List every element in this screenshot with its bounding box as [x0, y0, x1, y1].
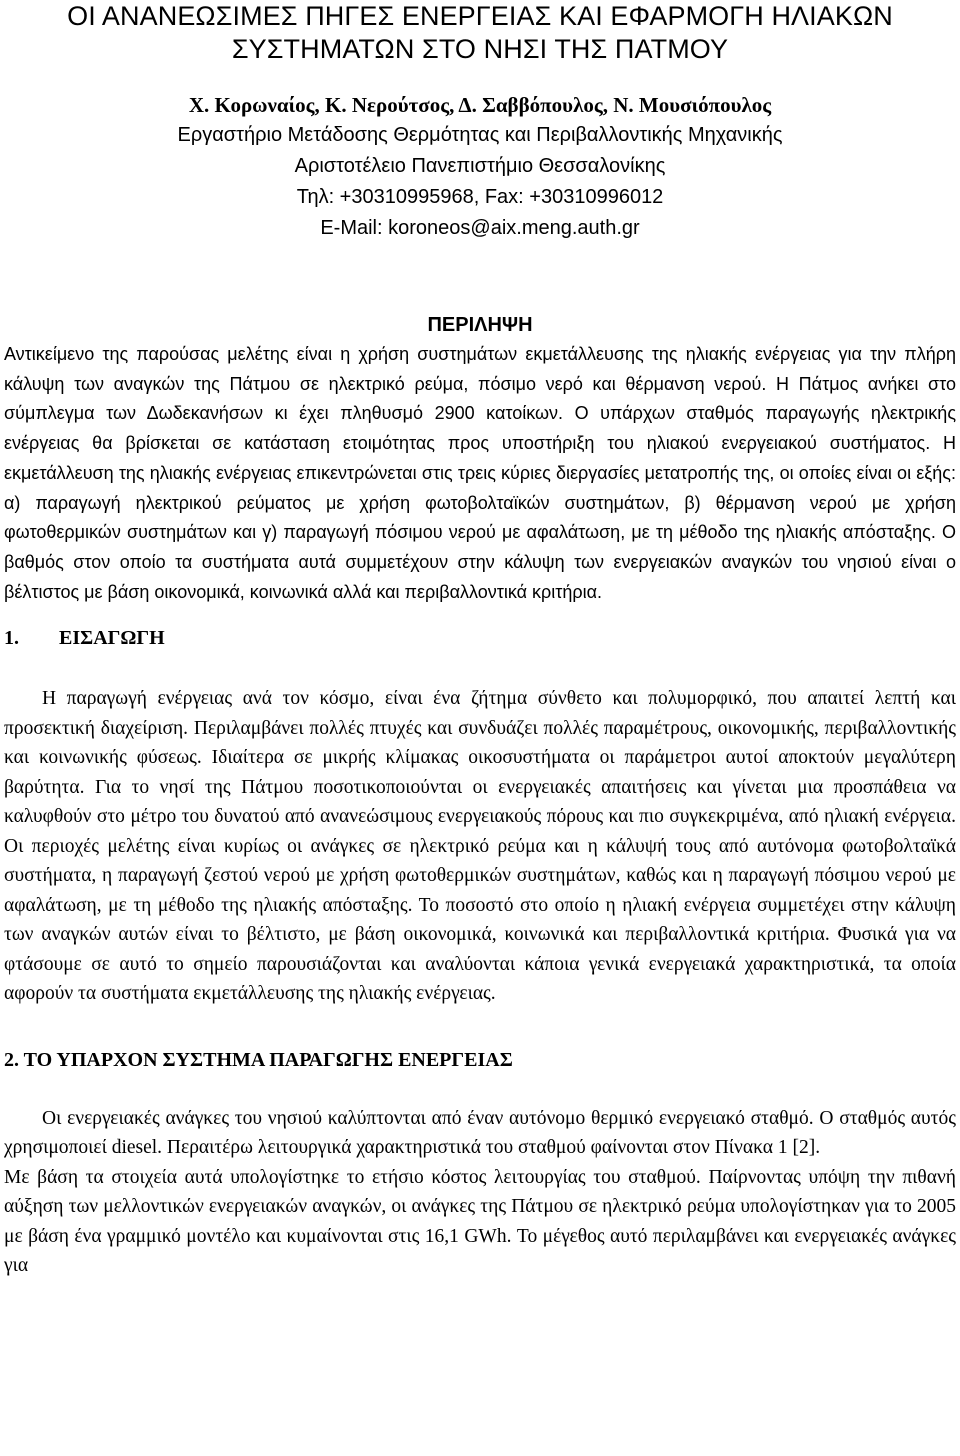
affiliation-lab: Εργαστήριο Μετάδοσης Θερμότητας και Περιβαλλοντικής Μηχανικής — [177, 124, 783, 146]
section-1-title: ΕΙΣΑΓΩΓΗ — [59, 627, 165, 650]
section-1-number: 1. — [4, 627, 19, 650]
author-list: Χ. Κορωναίος, Κ. Νερούτσος, Δ. Σαββόπουλος, Ν. Μουσιόπουλος — [188, 93, 772, 117]
section-1-paragraph: Η παραγωγή ενέργειας ανά τον κόσμο, είναι ένα ζήτημα σύνθετο και πολυμορφικό, που απαιτεί λεπτή και προσεκτική διαχείριση. Περιλαμβάνει πολλές πτυχές και συνδυάζει πολλές παραμέτρους, οικονομικής, περιβαλλοντικής και κοινωνικής φύσεως. Ιδιαίτερα σε μικρής κλίμακας οικοσυστήματα οι παράμετροι αυτοί αποκτούν μεγαλύτερη βαρύτητα. Για το νησί της Πάτμου ποσοτικοποιούνται οι ενεργειακές απαιτήσεις και γίνεται μια προσπάθεια να καλυφθούν στο μέτρο του δυνατού από ανανεώσιμους ενεργειακούς πόρους και πιο συγκεκριμένα, από ηλιακή ενέργεια. Οι περιοχές μελέτης είναι κυρίως οι ανάγκες σε ηλεκτρικό ρεύμα και η κάλυψή τους από αυτόνομα φωτοβολταϊκά συστήματα, η παραγωγή ζεστού νερού με χρήση φωτοθερμικών συστημάτων, καθώς και η παραγωγή πόσιμου νερού με αφαλάτωση, με τη μέθοδο της ηλιακής απόσταξης. Το ποσοστό στο οποίο η ηλιακή ενέργεια συμμετέχει στην κάλυψη των αναγκών αυτών είναι το βέλτιστο, με βάση οικονομικά, κοινωνικά και περιβαλλοντικά κριτήρια. Φυσικά για να φτάσουμε σε αυτό το σημείο παρουσιάζονται και αναλύονται κάποια γενικά ενεργειακά χαρακτηριστικά, τα οποία αφορούν τα συστήματα εκμετάλλευσης της ηλιακής ενέργειας. — [4, 688, 956, 1005]
abstract-heading: ΠΕΡΙΛΗΨΗ — [427, 314, 533, 336]
section-2-heading: 2. ΤΟ ΥΠΑΡΧΟΝ ΣΥΣΤΗΜΑ ΠΑΡΑΓΩΓΗΣ ΕΝΕΡΓΕΙΑΣ — [4, 1048, 513, 1071]
section-2-paragraph-1: Οι ενεργειακές ανάγκες του νησιού καλύπτονται από έναν αυτόνομο θερμικό ενεργειακό σταθμό. Ο σταθμός αυτός χρησιμοποιεί diesel. Περαιτέρω λειτουργικά χαρακτηριστικά του σταθμού φαίνονται στον Πίνακα 1 [2]. — [4, 1107, 956, 1159]
abstract-text: Αντικείμενο της παρούσας μελέτης είναι η χρήση συστημάτων εκμετάλλευσης της ηλιακής ενέργειας για την πλήρη κάλυψη των αναγκών της Πάτμου σε ηλεκτρικό ρεύμα, πόσιμο νερό και θέρμανση νερού. Η Πάτμος ανήκει στο σύμπλεγμα των Δωδεκανήσων κι έχει πληθυσμό 2900 κατοίκων. Ο υπάρχων σταθμός παραγωγής ηλεκτρικής ενέργειας θα βρίσκεται σε κατάσταση ετοιμότητας προς υποστήριξη του ηλιακού ενεργειακού συστήματος. Η εκμετάλλευση της ηλιακής ενέργειας επικεντρώνεται στις τρεις κύριες διεργασίες μετατροπής της, οι οποίες είναι οι εξής: α) παραγωγή ηλεκτρικού ρεύματος με χρήση φωτοβολταϊκών συστημάτων, β) θέρμανση νερού με χρήση φωτοθερμικών συστημάτων και γ) παραγωγή πόσιμου νερού με αφαλάτωση, με τη μέθοδο της ηλιακής απόσταξης. Ο βαθμός στον οποίο τα συστήματα αυτά συμμετέχουν στην κάλυψη των ενεργειακών αναγκών του νησιού είναι ο βέλτιστος με βάση οικονομικά, κοινωνικά αλλά και περιβαλλοντικά κριτήρια. — [4, 344, 956, 602]
contact-email: E-Mail: koroneos@aix.meng.auth.gr — [320, 217, 640, 239]
paper-title: ΟΙ ΑΝΑΝΕΩΣΙΜΕΣ ΠΗΓΕΣ ΕΝΕΡΓΕΙΑΣ ΚΑΙ ΕΦΑΡΜΟΓΗ ΗΛΙΑΚΩΝ ΣΥΣΤΗΜΑΤΩΝ ΣΤΟ ΝΗΣΙ ΤΗΣ ΠΑΤΜΟΥ — [67, 1, 893, 64]
section-2-paragraph-2: Με βάση τα στοιχεία αυτά υπολογίστηκε το ετήσιο κόστος λειτουργίας του σταθμού. Παίρνοντας υπόψη την πιθανή αύξηση των μελλοντικών ενεργειακών αναγκών, οι ανάγκες της Πάτμου σε ηλεκτρικό ρεύμα υπολογίστηκαν για το 2005 με βάση ένα γραμμικό μοντέλο και κυμαίνονται στις 16,1 GWh. Το μέγεθος αυτό περιλαμβάνει και ενεργειακές ανάγκες για — [4, 1166, 956, 1277]
section-1-heading — [4, 623, 956, 653]
contact-phone-fax: Τηλ: +30310995968, Fax: +30310996012 — [296, 186, 664, 208]
affiliation-university: Αριστοτέλειο Πανεπιστήμιο Θεσσαλονίκης — [294, 155, 666, 177]
